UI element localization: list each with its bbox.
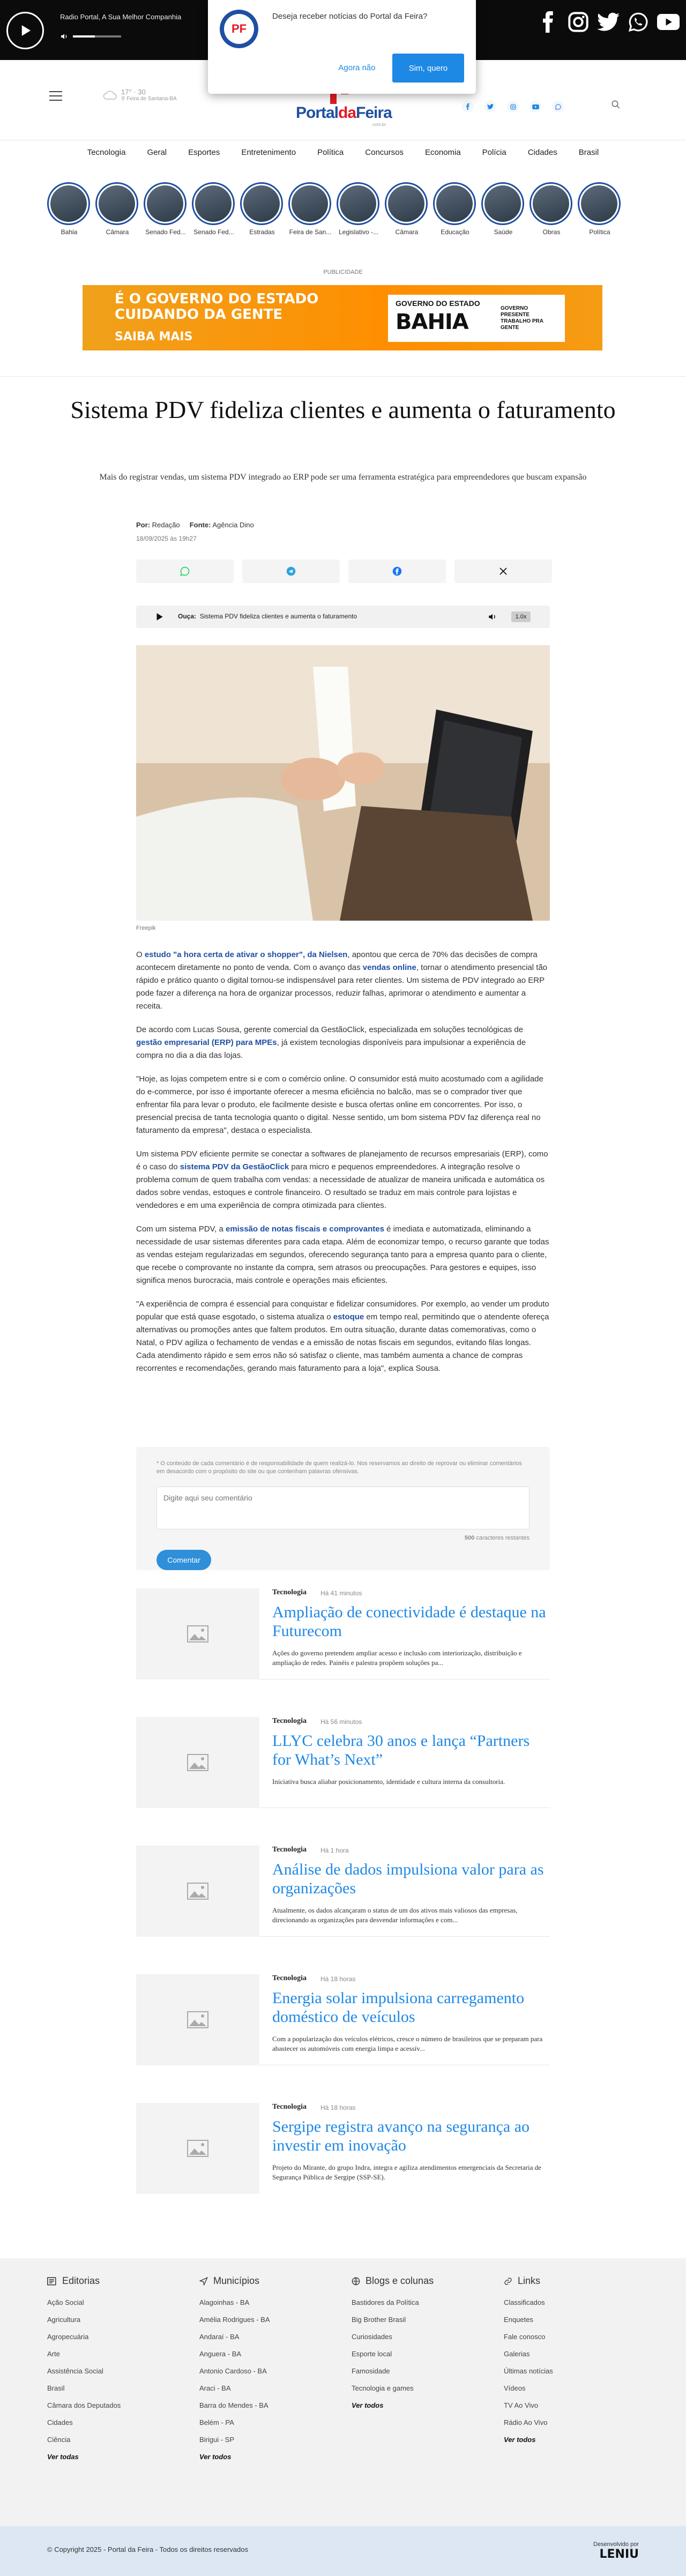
footer-column-blogs xyxy=(352,2275,486,2418)
news-category: Tecnologia xyxy=(272,1846,307,1854)
footer-link[interactable]: Assistência Social xyxy=(47,2367,103,2375)
youtube-icon[interactable] xyxy=(657,10,680,34)
ad-slogan: GOVERNO PRESENTE TRABALHO PRA GENTE xyxy=(501,305,543,331)
image-placeholder-icon xyxy=(136,1717,259,1808)
paragraph: O estudo "a hora certa de ativar o shopper", da Nielsen, apontou que cerca de 70% das decisões de compra acontecem diretamente no ponto de venda. Com o avanço das vendas online, tornar o atendimento presencial tão rápido e prático quanto o digital tornou-se indispensável para reter clientes. Um sistema de PDV integrado ao ERP pode fazer a diferença na hora de organizar processos, reduzir falhas, aprimorar o atendimento e aumentar a receita. xyxy=(136,950,548,1011)
footer-link[interactable]: TV Ao Vivo xyxy=(504,2401,539,2409)
paragraph: "Hoje, as lojas competem entre si e com o comércio online. O consumidor está muito acostumado com a agilidade do e-commerce, por isso é importante oferecer a mesma eficiência no balcão, mas se o comprador tiver que enfrentar fila para levar o produto, ele facilmente desiste e busca ofertas online em concorrentes. Por isso, o presencial precisa de tanta tecnologia quanto o digital. Nesse sentido, um bom sistema PDV faz diferença real no faturamento da empresa", destaca o especialista. xyxy=(136,1074,543,1135)
footer-see-all-link[interactable]: Ver todos xyxy=(199,2453,232,2461)
footer-link[interactable]: Ciência xyxy=(47,2436,71,2444)
footer-link[interactable]: Classificados xyxy=(504,2298,545,2306)
footer-column-title: Editorias xyxy=(47,2275,181,2287)
audio-speed-button[interactable]: 1.0x xyxy=(511,611,531,622)
story-thumbnail xyxy=(243,185,280,222)
story-label: Câmara xyxy=(395,228,419,236)
related-news-item[interactable] xyxy=(136,1974,550,2065)
story-item[interactable] xyxy=(433,182,477,236)
link-icon xyxy=(504,2277,512,2286)
story-label: Saúde xyxy=(494,228,513,236)
story-label: Bahia xyxy=(61,228,78,236)
paragraph: "A experiência de compra é essencial para conquistar e fidelizar consumidores. Por exemplo, ao vender um produto popular que está quase esgotado, o sistema atualiza o estoque em tempo real, permitindo que o atendente ofereça alternativas ou promoções antes que faltem produtos. Em outra situação, durante datas comemorativas, como o Natal, o PDV agiliza o fechamento de vendas e a emissão de notas fiscais em segundos, evitando filas longas. Cada atendimento rápido e sem erros não só satisfaz o cliente, mas também aumenta a chance de compras recorrentes e recomendações, gerando mais faturamento para a loja", explica Sousa. xyxy=(136,1300,549,1373)
stories-carousel xyxy=(47,182,622,236)
weather-temps: 17° · 30 xyxy=(121,88,146,96)
article-byline: Por: Redação Fonte: Agência Dino xyxy=(136,521,254,529)
footer-link[interactable]: Barra do Mendes - BA xyxy=(199,2401,269,2409)
footer-link[interactable]: Bastidores da Política xyxy=(352,2298,419,2306)
ad-label: PUBLICIDADE xyxy=(323,269,363,275)
news-time: Há 1 hora xyxy=(320,1847,349,1854)
developer-logo[interactable]: Desenvolvido por LENIU xyxy=(593,2541,639,2561)
news-category: Tecnologia xyxy=(272,1974,307,1982)
story-item[interactable] xyxy=(95,182,139,236)
story-label: Senado Fed... xyxy=(145,228,186,236)
nav-item[interactable]: Brasil xyxy=(578,148,599,157)
footer-link[interactable]: Enquetes xyxy=(504,2316,533,2324)
story-label: Obras xyxy=(542,228,561,236)
hamburger-menu-icon[interactable] xyxy=(49,91,62,103)
char-counter: 500 caracteres restantes xyxy=(464,1535,530,1541)
footer-link[interactable]: Rádio Ao Vivo xyxy=(504,2418,548,2426)
related-news-item[interactable] xyxy=(136,1588,550,1679)
story-thumbnail xyxy=(484,185,521,222)
story-thumbnail xyxy=(581,185,617,222)
ad-headline: É O GOVERNO DO ESTADO CUIDANDO DA GENTE xyxy=(115,291,319,323)
story-label: Legislativo -... xyxy=(338,228,379,236)
news-title[interactable]: LLYC celebra 30 anos e lança “Partners for What’s Next” xyxy=(272,1732,530,1768)
story-label: Feira de San... xyxy=(289,228,332,236)
news-title[interactable]: Análise de dados impulsiona valor para as organizações xyxy=(272,1861,544,1897)
footer-link[interactable]: Curiosidades xyxy=(352,2333,392,2341)
article-subtitle: Mais do registrar vendas, um sistema PDV integrado ao ERP pode ser uma ferramenta estratégica para empreendedores que buscam expansão xyxy=(99,473,587,482)
audio-player xyxy=(136,606,550,628)
comment-disclaimer: * O conteúdo de cada comentário é de responsabilidade de quem realizá-lo. Nos reservamos ao direito de reprovar ou eliminar comentários em desacordo com o propósito do site ou que contenham palavras ofensivas. xyxy=(156,1460,522,1475)
story-item[interactable] xyxy=(385,182,429,236)
comment-input[interactable] xyxy=(156,1487,530,1529)
ad-gov-text: GOVERNO DO ESTADO xyxy=(396,299,480,308)
story-item[interactable] xyxy=(337,182,381,236)
related-news-item[interactable] xyxy=(136,1846,550,1937)
footer-link[interactable]: Famosidade xyxy=(352,2367,390,2375)
footer-link[interactable]: Vídeos xyxy=(504,2384,526,2392)
radio-volume[interactable] xyxy=(60,32,121,41)
story-label: Senado Fed... xyxy=(193,228,234,236)
ad-banner[interactable] xyxy=(83,285,602,350)
nav-item[interactable]: Esportes xyxy=(188,148,220,157)
story-item[interactable] xyxy=(288,182,332,236)
volume-icon xyxy=(60,32,69,41)
notification-deny-button[interactable]: Agora não xyxy=(338,63,376,72)
notification-prompt xyxy=(208,0,476,94)
story-thumbnail xyxy=(340,185,376,222)
story-label: Câmara xyxy=(106,228,129,236)
nav-item[interactable]: Concursos xyxy=(365,148,404,157)
news-desc: Projeto do Mirante, do grupo Indra, integra e agiliza atendimentos emergenciais da Secretaria de Segurança Pública de Sergipe (SSP-SE). xyxy=(272,2163,541,2182)
footer-link[interactable]: Brasil xyxy=(47,2384,65,2392)
logo-text: PortaldaFeira xyxy=(296,104,392,122)
article-body xyxy=(136,949,550,1386)
audio-play-icon[interactable] xyxy=(154,612,164,624)
news-desc: Iniciativa busca aliabar posicionamento, identidade e cultura interna da consultoria. xyxy=(272,1778,505,1786)
footer-link[interactable]: Tecnologia e games xyxy=(352,2384,414,2392)
logo-domain: .com.br xyxy=(371,122,386,127)
globe-icon xyxy=(352,2277,360,2286)
footer-column-title: Blogs e colunas xyxy=(352,2275,486,2287)
copyright-bar xyxy=(0,2526,686,2576)
newspaper-icon xyxy=(47,2277,57,2286)
footer-link[interactable]: Amélia Rodrigues - BA xyxy=(199,2316,270,2324)
whatsapp-icon[interactable] xyxy=(552,101,564,113)
news-time: Há 18 horas xyxy=(320,1975,356,1983)
story-thumbnail xyxy=(99,185,135,222)
youtube-icon[interactable] xyxy=(530,101,541,113)
twitter-icon[interactable] xyxy=(484,101,496,113)
story-item[interactable] xyxy=(47,182,91,236)
footer-see-all-link[interactable]: Ver todos xyxy=(352,2401,384,2409)
inline-link[interactable]: emissão de notas fiscais e comprovantes xyxy=(226,1224,384,1234)
top-social-links xyxy=(537,10,680,34)
share-telegram-button[interactable] xyxy=(242,559,340,583)
story-item[interactable] xyxy=(530,182,573,236)
share-whatsapp-button[interactable] xyxy=(136,559,234,583)
image-placeholder-icon xyxy=(136,1588,259,1679)
footer-link[interactable]: Alagoinhas - BA xyxy=(199,2298,250,2306)
instagram-icon[interactable] xyxy=(507,101,519,113)
header-social-links xyxy=(462,101,564,113)
nav-item[interactable]: Economia xyxy=(424,148,461,157)
footer-column-title: Municípios xyxy=(199,2275,333,2287)
share-bar xyxy=(136,559,552,583)
footer-link[interactable]: Anguera - BA xyxy=(199,2350,242,2358)
news-time: Há 41 minutos xyxy=(320,1589,362,1597)
story-thumbnail xyxy=(533,185,569,222)
audio-label: Ouça: Sistema PDV fideliza clientes e aumenta o faturamento xyxy=(178,613,357,620)
footer-link[interactable]: Câmara dos Deputados xyxy=(47,2401,121,2409)
related-news-item[interactable] xyxy=(136,1717,550,1808)
image-placeholder-icon xyxy=(136,2103,259,2194)
weather-widget xyxy=(103,88,177,102)
article-author: Redação xyxy=(152,521,180,529)
article-source: Agência Dino xyxy=(212,521,254,529)
story-item[interactable] xyxy=(578,182,622,236)
search-icon[interactable] xyxy=(611,100,621,112)
image-placeholder-icon xyxy=(136,1974,259,2065)
story-label: Estradas xyxy=(249,228,275,236)
nav-item[interactable]: Geral xyxy=(147,148,167,157)
news-desc: Com a popularização dos veículos elétricos, cresce o número de brasileiros que se preparam para abastecer os automóveis com energia limpa e acessív... xyxy=(272,2035,543,2053)
news-category: Tecnologia xyxy=(272,1717,307,1725)
category-nav xyxy=(0,148,686,157)
volume-slider-fill xyxy=(73,35,95,38)
footer-link[interactable]: Andaraí - BA xyxy=(199,2333,240,2341)
copyright-text: © Copyright 2025 - Portal da Feira - Todos os direitos reservados xyxy=(47,2545,248,2553)
footer-column-editorias xyxy=(47,2275,181,2470)
footer-see-all-link[interactable]: Ver todos xyxy=(504,2436,536,2444)
footer-column-municipios xyxy=(199,2275,333,2470)
story-label: Educação xyxy=(441,228,469,236)
footer-link[interactable]: Galerias xyxy=(504,2350,530,2358)
article-photo xyxy=(136,645,550,921)
ad-logo-box xyxy=(388,295,565,342)
inline-link[interactable]: gestão empresarial (ERP) para MPEs xyxy=(136,1038,277,1047)
notification-accept-button[interactable]: Sim, quero xyxy=(392,54,464,83)
share-facebook-button[interactable] xyxy=(348,559,446,583)
story-item[interactable] xyxy=(192,182,236,236)
footer-link[interactable]: Últimas notícias xyxy=(504,2367,553,2375)
footer-column-title: Links xyxy=(504,2275,638,2287)
news-title[interactable]: Sergipe registra avanço na segurança ao investir em inovação xyxy=(272,2118,530,2154)
inline-link[interactable]: estudo "a hora certa de ativar o shopper", da Nielsen xyxy=(144,950,348,959)
inline-link[interactable]: sistema PDV da GestãoClick xyxy=(180,1162,289,1171)
whatsapp-icon[interactable] xyxy=(627,10,650,34)
news-time: Há 18 horas xyxy=(320,2104,356,2111)
inline-link[interactable]: vendas online xyxy=(362,963,416,972)
footer-link[interactable]: Agropecuária xyxy=(47,2333,89,2341)
image-placeholder-icon xyxy=(136,1846,259,1937)
footer-link[interactable]: Araci - BA xyxy=(199,2384,231,2392)
notification-message: Deseja receber notícias do Portal da Feira? xyxy=(272,12,428,21)
nav-item[interactable]: Entretenimento xyxy=(241,148,296,157)
whatsapp-icon xyxy=(180,566,190,576)
story-thumbnail xyxy=(436,185,473,222)
twitter-icon[interactable] xyxy=(597,10,620,34)
news-title[interactable]: Energia solar impulsiona carregamento doméstico de veículos xyxy=(272,1989,525,2026)
story-thumbnail xyxy=(292,185,328,222)
nav-item[interactable]: Política xyxy=(317,148,344,157)
weather-place: Feira de Santana-BA xyxy=(126,96,177,102)
news-time: Há 56 minutos xyxy=(320,1718,362,1726)
footer-link[interactable]: Big Brother Brasil xyxy=(352,2316,406,2324)
story-thumbnail xyxy=(147,185,183,222)
story-thumbnail xyxy=(195,185,232,222)
story-label: Política xyxy=(589,228,610,236)
news-desc: Ações do governo pretendem ampliar acesso e inclusão com interiorização, distribuição e ampliação de redes. Painéis e palestra propõem soluções pa... xyxy=(272,1649,522,1667)
related-news-item[interactable] xyxy=(136,2103,550,2194)
footer-link[interactable]: Agricultura xyxy=(47,2316,81,2324)
facebook-icon[interactable] xyxy=(462,101,474,113)
news-title[interactable]: Ampliação de conectividade é destaque na Futurecom xyxy=(272,1603,546,1640)
play-icon xyxy=(17,23,33,39)
article-date: 18/09/2025 às 19h27 xyxy=(136,535,197,542)
share-x-button[interactable] xyxy=(454,559,552,583)
paragraph: De acordo com Lucas Sousa, gerente comercial da GestãoClick, especializada em soluções tecnológicas de gestão empresarial (ERP) para MPEs, já existem tecnologias disponíveis para impulsionar a experiência de compra no dia a dia das lojas. xyxy=(136,1025,526,1060)
footer-link[interactable]: Birigui - SP xyxy=(199,2436,235,2444)
inline-link[interactable]: estoque xyxy=(333,1312,364,1321)
footer-link[interactable]: Esporte local xyxy=(352,2350,392,2358)
footer-link[interactable]: Arte xyxy=(47,2350,60,2358)
footer-link[interactable]: Cidades xyxy=(47,2418,73,2426)
story-item[interactable] xyxy=(481,182,525,236)
footer-link[interactable]: Belém - PA xyxy=(199,2418,234,2426)
footer-see-all-link[interactable]: Ver todas xyxy=(47,2453,79,2461)
instagram-icon[interactable] xyxy=(567,10,590,34)
story-item[interactable] xyxy=(240,182,284,236)
comment-submit-button[interactable]: Comentar xyxy=(156,1550,211,1570)
nav-item[interactable]: Tecnologia xyxy=(87,148,126,157)
divider xyxy=(0,376,686,377)
nav-item[interactable]: Polícia xyxy=(482,148,506,157)
portal-logo: PF xyxy=(220,10,258,48)
photo-caption: Freepik xyxy=(136,925,156,931)
comment-form xyxy=(136,1447,550,1570)
location-arrow-icon xyxy=(199,2277,208,2286)
facebook-icon xyxy=(392,566,402,576)
story-thumbnail xyxy=(388,185,424,222)
news-desc: Atualmente, os dados alcançaram o status de um dos ativos mais valiosos das empresas, direcionando as organizações para desvendar informações e com... xyxy=(272,1906,518,1924)
site-footer xyxy=(0,2258,686,2526)
nav-item[interactable]: Cidades xyxy=(527,148,557,157)
audio-volume-icon[interactable] xyxy=(488,612,497,624)
footer-column-links xyxy=(504,2275,638,2453)
radio-play-button[interactable] xyxy=(6,12,44,49)
facebook-icon[interactable] xyxy=(537,10,560,34)
news-category: Tecnologia xyxy=(272,1588,307,1596)
radio-title: Radio Portal, A Sua Melhor Companhia xyxy=(60,13,182,21)
article-title: Sistema PDV fideliza clientes e aumenta o faturamento xyxy=(70,396,616,423)
volume-slider[interactable] xyxy=(73,35,121,38)
news-category: Tecnologia xyxy=(272,2103,307,2111)
paragraph: Com um sistema PDV, a emissão de notas fiscais e comprovantes é imediata e automatizada, eliminando a necessidade de usar sistemas diferentes para cada etapa. Além de economizar tempo, o recurso garante que todas as vendas estejam regularizadas em segundos, oferecendo segurança tanto para a empresa quanto para o cliente, que recebe o comprovante no instante da compra, sem atrasos ou preocupações. Para gestores e equipes, isso significa menos burocracia, mais controle e operações mais eficientes. xyxy=(136,1224,549,1285)
story-item[interactable] xyxy=(144,182,188,236)
paragraph: Um sistema PDV eficiente permite se conectar a softwares de planejamento de recursos empresariais (ERP), como é o caso do sistema PDV da GestãoClick para micro e pequenos empreendedores. A integração resolve o problema comum de quem trabalha com vendas: a necessidade de atualizar de maneira unificada e automática os dados sobre vendas, estoques e controle financeiro. O resultado se traduz em mais controle para lojistas e vendedores e em uma experiência de compra otimizada para clientes. xyxy=(136,1149,548,1210)
map-pin-icon: ⚲ xyxy=(121,96,125,102)
ad-cta[interactable]: SAIBA MAIS xyxy=(115,330,193,344)
story-thumbnail xyxy=(50,185,87,222)
telegram-icon xyxy=(286,566,296,576)
cloud-icon xyxy=(103,90,117,100)
ad-state-text: BAHIA xyxy=(396,310,468,334)
footer-link[interactable]: Antonio Cardoso - BA xyxy=(199,2367,267,2375)
footer-link[interactable]: Ação Social xyxy=(47,2298,84,2306)
footer-link[interactable]: Fale conosco xyxy=(504,2333,546,2341)
x-icon xyxy=(499,567,508,576)
